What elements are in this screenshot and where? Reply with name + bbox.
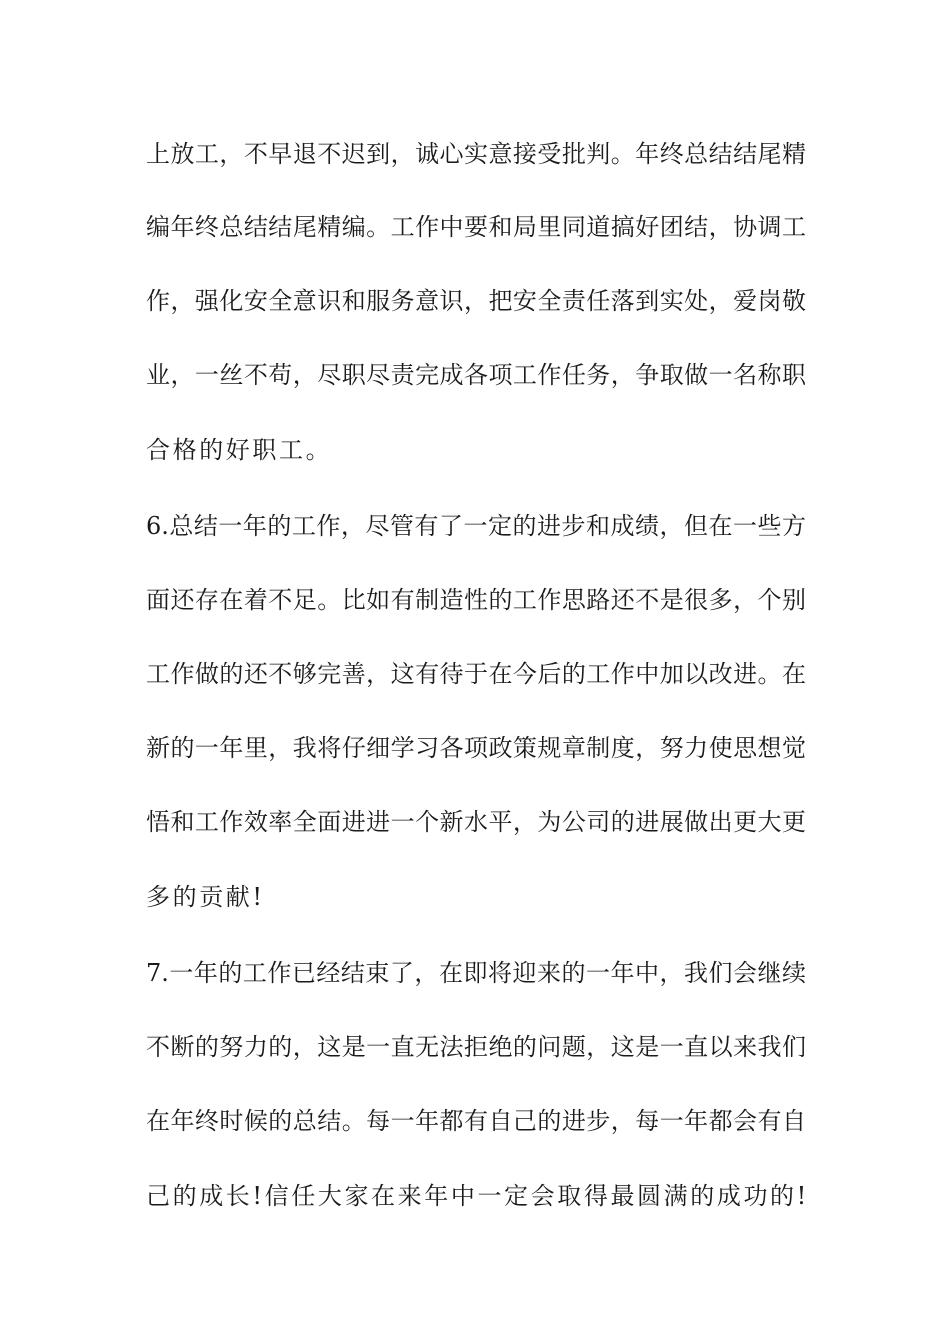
text-line: 7.一年的工作已经结束了，在即将迎来的一年中，我们会继续 <box>146 959 806 987</box>
text-line: 业，一丝不苟，尽职尽责完成各项工作任务，争取做一名称职 <box>146 361 806 389</box>
text-line: 己的成长!信任大家在来年中一定会取得最圆满的成功的! <box>146 1182 809 1210</box>
text-line: 工作做的还不够完善，这有待于在今后的工作中加以改进。在 <box>146 660 806 688</box>
text-line: 6.总结一年的工作，尽管有了一定的进步和成绩，但在一些方 <box>146 512 806 540</box>
text-line: 不断的努力的，这是一直无法拒绝的问题，这是一直以来我们 <box>146 1033 806 1061</box>
text-line: 上放工，不早退不迟到，诚心实意接受批判。年终总结结尾精 <box>146 140 806 168</box>
text-line: 悟和工作效率全面进进一个新水平，为公司的进展做出更大更 <box>146 808 806 836</box>
text-line: 新的一年里，我将仔细学习各项政策规章制度，努力使思想觉 <box>146 734 806 762</box>
text-line: 面还存在着不足。比如有制造性的工作思路还不是很多，个别 <box>146 586 806 614</box>
text-line: 多的贡献! <box>146 883 265 911</box>
text-line: 作，强化安全意识和服务意识，把安全责任落到实处，爱岗敬 <box>146 287 806 315</box>
text-line: 合格的好职工。 <box>146 436 333 464</box>
text-line: 编年终总结结尾精编。工作中要和局里同道搞好团结，协调工 <box>146 213 806 241</box>
text-line: 在年终时候的总结。每一年都有自己的进步，每一年都会有自 <box>146 1107 806 1135</box>
